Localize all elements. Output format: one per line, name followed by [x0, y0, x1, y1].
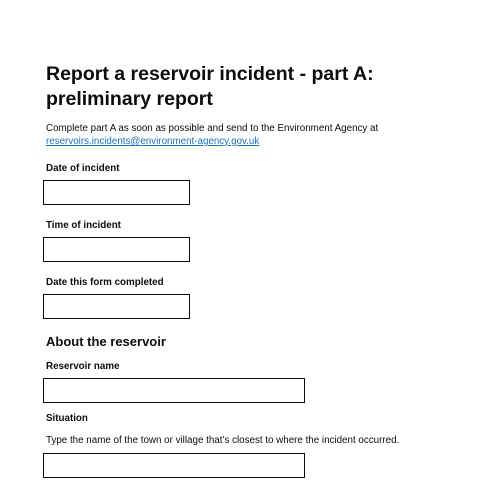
date-completed-label: Date this form completed — [46, 277, 164, 288]
intro-text: Complete part A as soon as possible and send to the Environment Agency at — [46, 123, 379, 134]
reservoir-name-label: Reservoir name — [46, 361, 120, 372]
situation-field[interactable] — [43, 453, 305, 478]
date-completed-field[interactable] — [43, 294, 190, 319]
situation-label: Situation — [46, 413, 88, 424]
situation-hint: Type the name of the town or village that’s closest to where the incident occurred. — [46, 435, 400, 446]
email-link[interactable]: reservoirs.incidents@environment-agency.gov.uk — [46, 136, 260, 147]
date-of-incident-field[interactable] — [43, 180, 190, 205]
page-title: Report a reservoir incident - part A: preliminary report — [46, 63, 374, 110]
time-of-incident-field[interactable] — [43, 237, 190, 262]
intro-paragraph — [46, 122, 466, 148]
date-of-incident-label: Date of incident — [46, 163, 120, 174]
reservoir-name-field[interactable] — [43, 378, 305, 403]
time-of-incident-label: Time of incident — [46, 220, 121, 231]
about-reservoir-heading: About the reservoir — [46, 334, 166, 349]
